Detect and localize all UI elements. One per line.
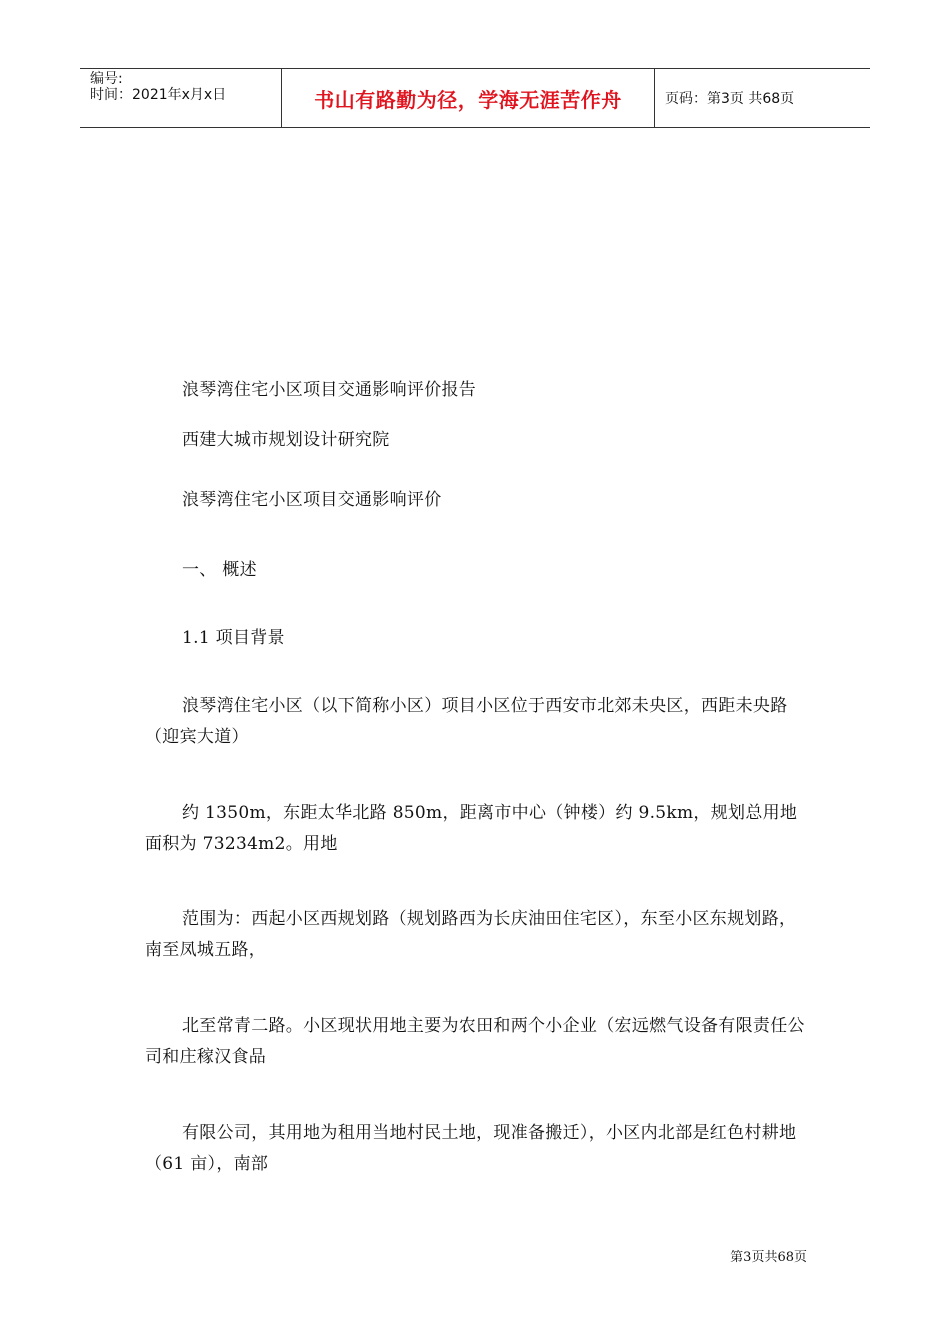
header-page-number: 页码：第3页 共68页 [665, 91, 795, 107]
body-paragraph: 北至常青二路。小区现状用地主要为农田和两个小企业（宏远燃气设备有限责任公司和庄稼汉食品 [145, 1016, 805, 1067]
document-date-label: 时间：2021年x月x日 [90, 87, 227, 103]
section-heading: 一、 概述 [182, 560, 257, 580]
page-footer-number: 第3页共68页 [730, 1250, 807, 1265]
body-paragraph: 有限公司，其用地为租用当地村民土地，现准备搬迁），小区内北部是红色村耕地（61 亩），南部 [145, 1123, 797, 1174]
body-paragraph: 浪琴湾住宅小区（以下简称小区）项目小区位于西安市北郊未央区，西距未央路（迎宾大道） [145, 696, 788, 747]
report-subtitle: 浪琴湾住宅小区项目交通影响评价 [182, 490, 442, 510]
report-title: 浪琴湾住宅小区项目交通影响评价报告 [182, 380, 477, 400]
body-paragraph: 约 1350m，东距太华北路 850m，距离市中心（钟楼）约 9.5km，规划总用地面积为 73234m2。用地 [145, 803, 798, 854]
institute-name: 西建大城市规划设计研究院 [182, 430, 390, 450]
document-number-label: 编号: [90, 71, 123, 87]
body-paragraph: 范围为：西起小区西规划路（规划路西为长庆油田住宅区），东至小区东规划路，南至凤城五路， [145, 909, 797, 960]
subsection-heading: 1.1 项目背景 [182, 628, 285, 648]
page-header [80, 68, 870, 128]
header-meta [80, 69, 282, 127]
header-motto: 书山有路勤为径，学海无涯苦作舟 [282, 69, 655, 127]
